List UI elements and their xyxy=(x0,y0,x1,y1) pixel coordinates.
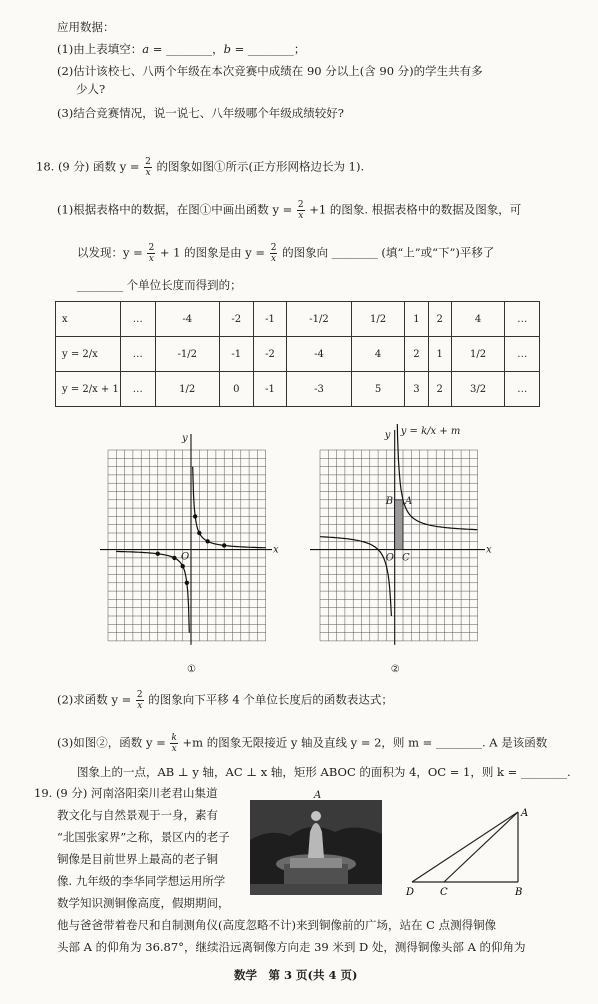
photo-label-a: A xyxy=(314,790,322,801)
curve-branch xyxy=(397,424,478,530)
table-cell: -3 xyxy=(287,372,351,407)
figure-1-label: ① xyxy=(187,664,196,675)
table-cell: 1 xyxy=(428,337,451,372)
table-cell: -1/2 xyxy=(155,337,219,372)
table-cell: -1 xyxy=(219,337,253,372)
question-18-part-3-line1: (3)如图②，函数 y = $\frac{k}{x}$ +m 的图象无限接近 y 轴及直线 y = 2，则 m = ________. A 是该函数 xyxy=(57,733,548,754)
table-cell: 3 xyxy=(405,372,428,407)
fraction-2-over-x: $\frac{2}{x}$ xyxy=(148,243,155,264)
origin-label: O xyxy=(181,551,190,563)
table-cell: 0 xyxy=(219,372,253,407)
table-cell: 2 xyxy=(405,337,428,372)
triangle-label-b: B xyxy=(515,887,523,898)
table-row xyxy=(56,337,540,372)
function-label: y = k/x + m xyxy=(400,426,461,437)
table-cell: … xyxy=(505,337,540,372)
table-cell: 2 xyxy=(428,302,451,337)
apply-data-heading: 应用数据： xyxy=(57,20,115,34)
question-18-part-1-line1: (1)根据表格中的数据，在图①中画出函数 y = $\frac{2}{x}$ +1 的图象. 根据表格中的数据及图象，可 xyxy=(57,200,522,221)
fraction-2-over-x: $\frac{2}{x}$ xyxy=(145,157,151,178)
table-cell: … xyxy=(121,337,156,372)
table-cell: 4 xyxy=(451,302,505,337)
fraction-k-over-x: $\frac{k}{x}$ xyxy=(171,733,177,754)
table-cell: -4 xyxy=(155,302,219,337)
triangle-label-d: D xyxy=(406,887,415,898)
table-row-header: x xyxy=(56,302,121,337)
value-table xyxy=(55,301,540,407)
question-17-part-2-line2: 少人? xyxy=(76,82,106,96)
curve-branch xyxy=(116,551,189,632)
fraction-2-over-x: $\frac{2}{x}$ xyxy=(136,690,143,711)
question-19-line5: 像. 九年级的李华同学想运用所学 xyxy=(57,874,226,888)
table-cell: -2 xyxy=(219,302,253,337)
question-19-line8: 头部 A 的仰角为 36.87°，继续沿远离铜像方向走 39 米到 D 处，测得铜像头部 A 的仰角为 xyxy=(57,940,526,954)
question-19-line2: 教文化与自然景观于一身，素有 xyxy=(57,808,218,822)
question-17-part-1: (1)由上表填空：a = ________，b = ________； xyxy=(57,42,306,56)
table-cell: -1 xyxy=(253,302,287,337)
data-point xyxy=(193,514,197,518)
table-cell: … xyxy=(121,302,156,337)
page-footer: 数学 第 3 页(共 4 页) xyxy=(234,968,358,982)
figure-2-graph xyxy=(310,424,495,677)
table-cell: 5 xyxy=(351,372,405,407)
curve-branch xyxy=(193,467,266,548)
x-axis-label: x xyxy=(273,544,279,556)
table-cell: -4 xyxy=(287,337,351,372)
table-cell: … xyxy=(505,372,540,407)
triangle-figure xyxy=(398,806,538,898)
rectangle-abo-c xyxy=(395,500,403,550)
data-point xyxy=(222,543,226,547)
table-cell: … xyxy=(121,372,156,407)
point-a-label: A xyxy=(405,495,413,507)
question-18-part-2: (2)求函数 y = $\frac{2}{x}$ 的图象向下平移 4 个单位长度后的函数表达式； xyxy=(57,690,393,711)
data-point xyxy=(185,581,189,585)
curve-branch xyxy=(320,537,391,616)
question-18-part-1-line3: ________ 个单位长度而得到的； xyxy=(77,278,242,292)
table-row xyxy=(56,302,540,337)
question-17-part-3: (3)结合竞赛情况，说一说七、八年级哪个年级成绩较好? xyxy=(57,106,344,120)
y-axis-label: y xyxy=(384,430,391,441)
table-cell: 4 xyxy=(351,337,405,372)
table-row xyxy=(56,372,540,407)
table-cell: 1 xyxy=(405,302,428,337)
figure-1-graph xyxy=(100,432,280,677)
fraction-2-over-x: $\frac{2}{x}$ xyxy=(297,200,304,221)
x-axis-label: x xyxy=(486,544,492,556)
point-b-label: B xyxy=(385,495,394,507)
table-cell: 1/2 xyxy=(351,302,405,337)
table-cell: 1/2 xyxy=(155,372,219,407)
question-19-line4: 铜像是目前世界上最高的老子铜 xyxy=(57,852,218,866)
triangle-label-a: A xyxy=(521,808,529,819)
y-axis-label: y xyxy=(182,433,188,444)
table-cell: 2 xyxy=(428,372,451,407)
table-cell: 3/2 xyxy=(451,372,505,407)
table-cell: -1/2 xyxy=(287,302,351,337)
data-point xyxy=(172,556,176,560)
data-point xyxy=(156,552,160,556)
fraction-2-over-x: $\frac{2}{x}$ xyxy=(270,243,277,264)
statue-photo xyxy=(250,800,382,895)
table-row-header: y = 2/x xyxy=(56,337,121,372)
origin-label: O xyxy=(385,552,394,564)
table-cell: -1 xyxy=(253,372,287,407)
data-point xyxy=(181,564,185,568)
table-row-header: y = 2/x + 1 xyxy=(56,372,121,407)
question-19-line7: 他与爸爸带着卷尺和自制测角仪(高度忽略不计)来到铜像前的广场，站在 C 点测得铜像 xyxy=(57,918,497,932)
question-18-part-3-line2: 图象上的一点，AB ⊥ y 轴，AC ⊥ x 轴，矩形 ABOC 的面积为 4，OC = 1，则 k = ________. xyxy=(77,765,571,779)
question-19-line6: 数学知识测铜像高度，假期期间， xyxy=(57,896,230,910)
point-c-label: C xyxy=(402,552,410,564)
question-19-line1: 19. (9 分) 河南洛阳栾川老君山集道 xyxy=(34,786,218,800)
question-18-heading: 18. (9 分) 函数 y = $\frac{2}{x}$ 的图象如图①所示(正方形网格边长为 1). xyxy=(36,157,365,178)
data-point xyxy=(197,531,201,535)
data-point xyxy=(205,539,209,543)
triangle-label-c: C xyxy=(440,887,448,898)
question-17-part-2-line1: (2)估计该校七、八两个年级在本次竞赛中成绩在 90 分以上(含 90 分)的学生共有多 xyxy=(57,64,483,78)
table-cell: -2 xyxy=(253,337,287,372)
table-cell: … xyxy=(505,302,540,337)
question-19-line3: “北国张家界”之称，景区内的老子 xyxy=(57,830,230,844)
table-cell: 1/2 xyxy=(451,337,505,372)
question-18-part-1-line2: 以发现：y = $\frac{2}{x}$ + 1 的图象是由 y = $\frac{2}{x}$ 的图象向 ________ (填“上”或“下”)平移了 xyxy=(77,243,495,264)
figure-2-label: ② xyxy=(390,664,400,675)
